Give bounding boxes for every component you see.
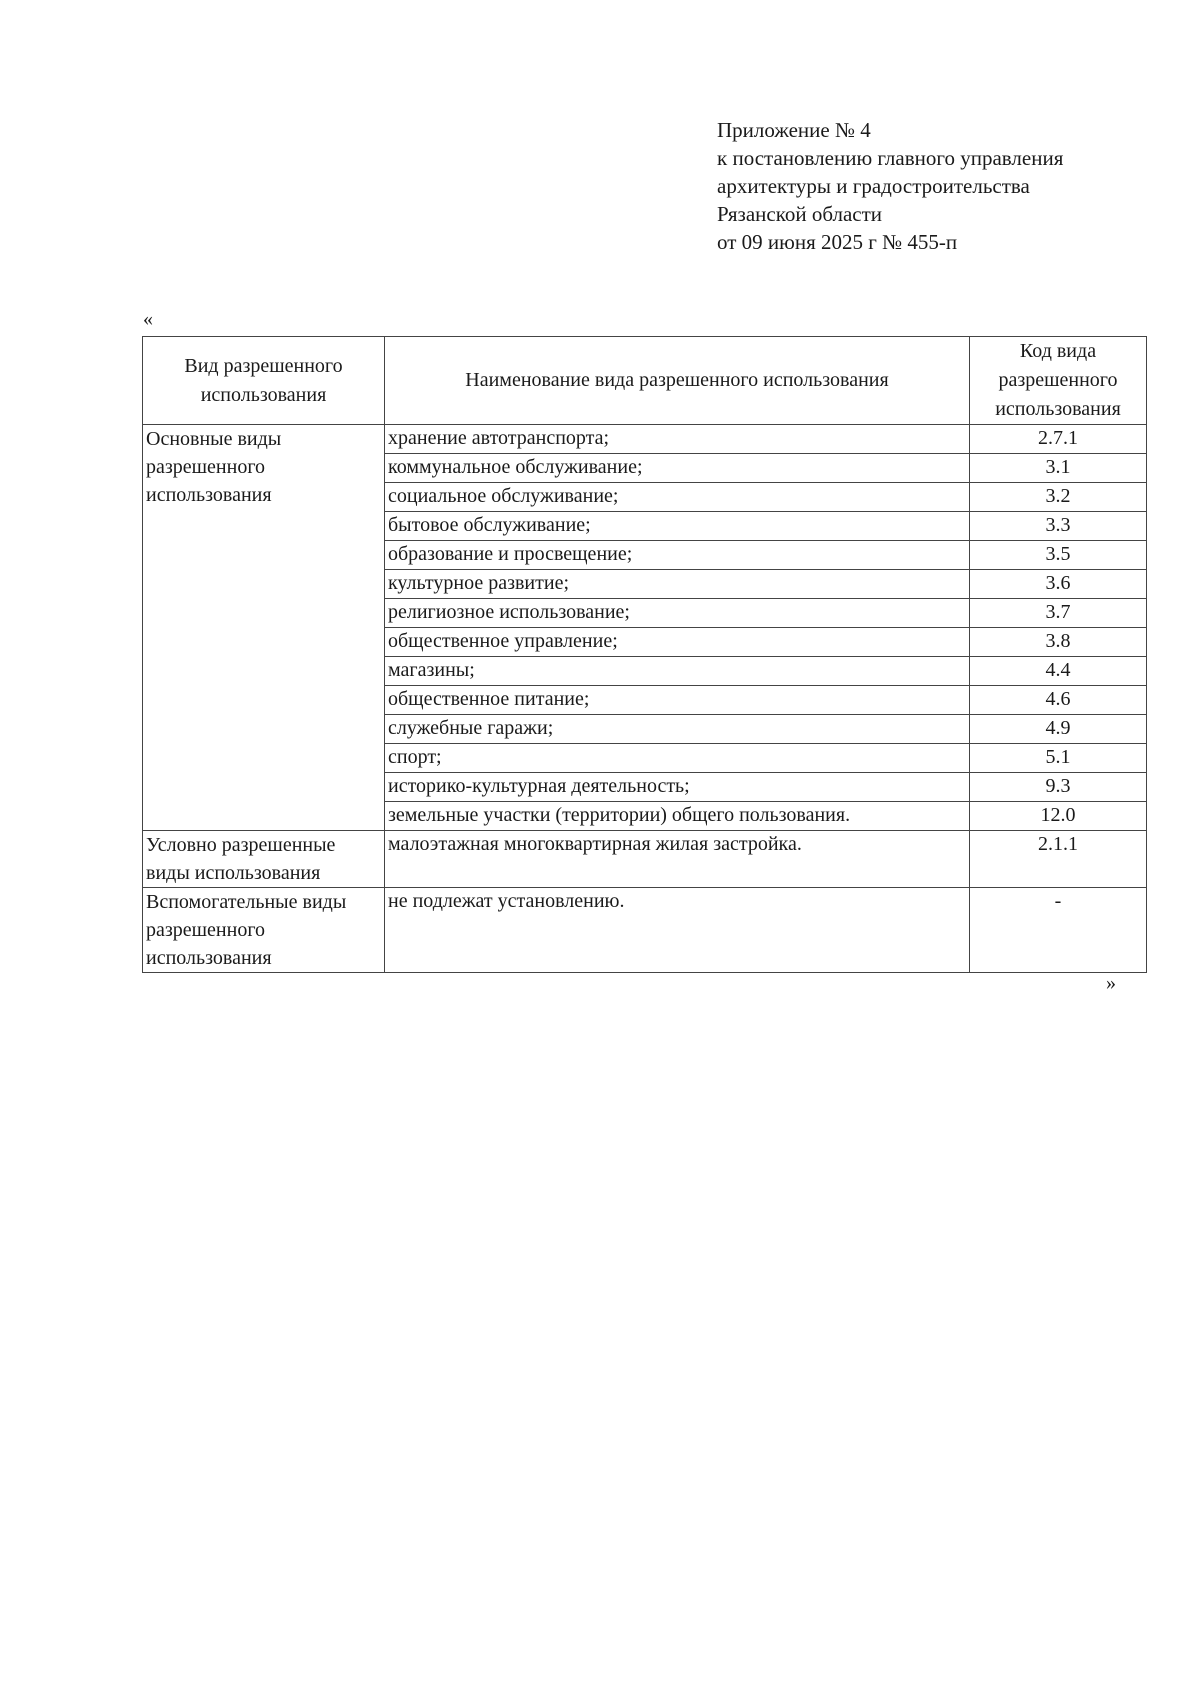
land-use-table	[142, 336, 1147, 973]
use-name: образование и просвещение;	[385, 541, 970, 570]
group-main-uses: Основные виды разрешенного использования	[143, 425, 385, 831]
use-code: -	[970, 888, 1147, 973]
use-name: религиозное использование;	[385, 599, 970, 628]
use-code: 3.2	[970, 483, 1147, 512]
column-header-type: Вид разрешенного использования	[143, 337, 385, 425]
use-code: 4.6	[970, 686, 1147, 715]
use-code: 2.1.1	[970, 831, 1147, 888]
use-name: земельные участки (территории) общего пользования.	[385, 802, 970, 831]
use-code: 9.3	[970, 773, 1147, 802]
use-name: малоэтажная многоквартирная жилая застройка.	[385, 831, 970, 888]
use-name: историко-культурная деятельность;	[385, 773, 970, 802]
appendix-authority: архитектуры и градостроительства	[717, 174, 1030, 198]
group-auxiliary-uses: Вспомогательные виды разрешенного использования	[143, 888, 385, 973]
use-code: 5.1	[970, 744, 1147, 773]
table-header-row	[143, 337, 1147, 425]
use-code: 12.0	[970, 802, 1147, 831]
use-code: 2.7.1	[970, 425, 1147, 454]
use-name: хранение автотранспорта;	[385, 425, 970, 454]
table-row	[143, 831, 1147, 888]
use-code: 3.5	[970, 541, 1147, 570]
appendix-date: от 09 июня 2025 г № 455-п	[717, 230, 958, 254]
use-name: социальное обслуживание;	[385, 483, 970, 512]
use-code: 3.1	[970, 454, 1147, 483]
opening-quote: «	[143, 308, 153, 330]
use-name: не подлежат установлению.	[385, 888, 970, 973]
closing-quote: »	[1106, 972, 1116, 994]
use-name: спорт;	[385, 744, 970, 773]
use-code: 3.8	[970, 628, 1147, 657]
use-code: 4.4	[970, 657, 1147, 686]
appendix-region: Рязанской области	[717, 202, 883, 226]
appendix-reference: к постановлению главного управления	[717, 146, 1064, 170]
group-conditional-uses: Условно разрешенные виды использования	[143, 831, 385, 888]
use-name: общественное питание;	[385, 686, 970, 715]
use-code: 3.7	[970, 599, 1147, 628]
table-row	[143, 888, 1147, 973]
use-name: коммунальное обслуживание;	[385, 454, 970, 483]
table-row	[143, 425, 1147, 454]
use-code: 3.6	[970, 570, 1147, 599]
use-name: культурное развитие;	[385, 570, 970, 599]
use-code: 3.3	[970, 512, 1147, 541]
use-name: служебные гаражи;	[385, 715, 970, 744]
use-name: общественное управление;	[385, 628, 970, 657]
column-header-code: Код вида разрешенного использования	[970, 337, 1147, 425]
appendix-number: Приложение № 4	[717, 118, 871, 142]
use-code: 4.9	[970, 715, 1147, 744]
column-header-name: Наименование вида разрешенного использования	[385, 337, 970, 425]
document-header	[717, 116, 1063, 256]
use-name: бытовое обслуживание;	[385, 512, 970, 541]
use-name: магазины;	[385, 657, 970, 686]
